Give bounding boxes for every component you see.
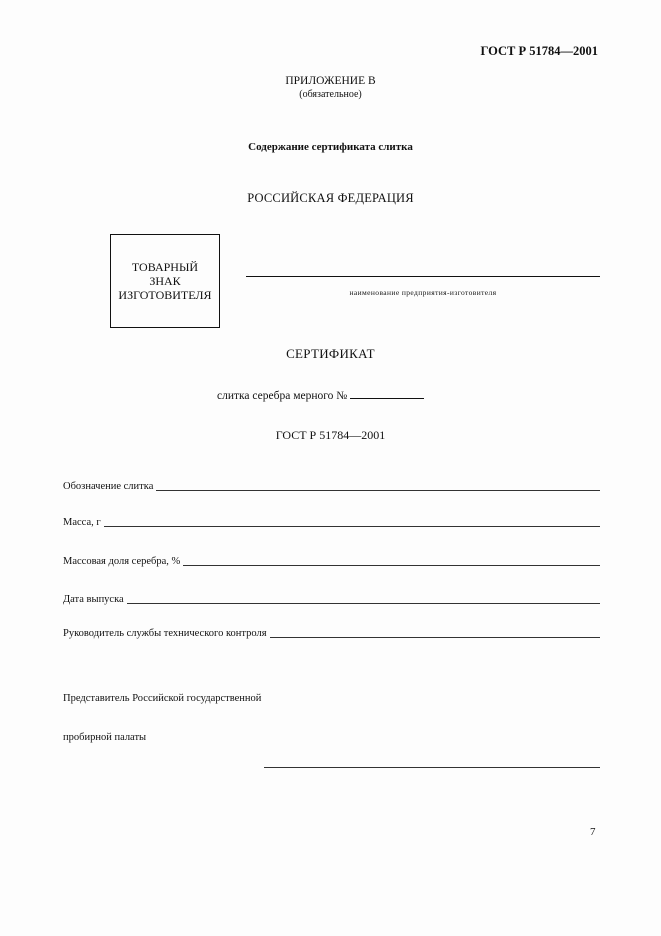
field-assay-representative — [63, 666, 600, 770]
field-designation — [63, 480, 600, 493]
field-mass-label: Масса, г — [63, 517, 101, 528]
field-qc-head-label: Руководитель службы технического контроля — [63, 628, 267, 639]
certificate-subtitle — [217, 389, 424, 402]
field-designation-line — [156, 489, 600, 491]
field-assay-representative-label — [63, 666, 261, 770]
field-assay-representative-label-line-1: Представитель Российской государственной — [63, 693, 262, 704]
field-issue-date-line — [127, 602, 600, 604]
page-number: 7 — [590, 826, 596, 838]
field-mass-line — [104, 525, 600, 527]
field-assay-representative-line — [264, 766, 600, 768]
certificate-standard: ГОСТ Р 51784—2001 — [275, 428, 386, 442]
country-heading: РОССИЙСКАЯ ФЕДЕРАЦИЯ — [247, 191, 414, 205]
certificate-title: СЕРТИФИКАТ — [286, 346, 375, 361]
field-qc-head — [63, 627, 600, 640]
field-assay-representative-label-line-2: пробирной палаты — [63, 732, 147, 743]
field-silver-fraction-label: Массовая доля серебра, % — [63, 556, 181, 567]
trademark-line-2: ЗНАК — [149, 274, 181, 288]
appendix-note: (обязательное) — [299, 89, 362, 100]
field-silver-fraction — [63, 555, 600, 568]
content-title: Содержание сертификата слитка — [248, 141, 413, 153]
document-standard-header: ГОСТ Р 51784—2001 — [480, 44, 598, 58]
trademark-line-3: ИЗГОТОВИТЕЛЯ — [118, 288, 212, 302]
field-designation-label: Обозначение слитка — [63, 481, 154, 492]
certificate-number-blank — [350, 389, 424, 399]
appendix-title: ПРИЛОЖЕНИЕ В — [285, 75, 376, 87]
field-mass — [63, 516, 600, 529]
appendix-heading — [0, 74, 661, 102]
certificate-subtitle-text: слитка серебра мерного № — [217, 390, 348, 402]
field-issue-date — [63, 593, 600, 606]
field-qc-head-line — [270, 636, 600, 638]
trademark-line-1: ТОВАРНЫЙ — [131, 260, 199, 274]
manufacturer-name-line — [246, 276, 600, 277]
field-issue-date-label: Дата выпуска — [63, 594, 124, 605]
manufacturer-caption: наименование предприятия-изготовителя — [349, 288, 497, 297]
trademark-box — [110, 234, 220, 328]
field-silver-fraction-line — [183, 564, 600, 566]
